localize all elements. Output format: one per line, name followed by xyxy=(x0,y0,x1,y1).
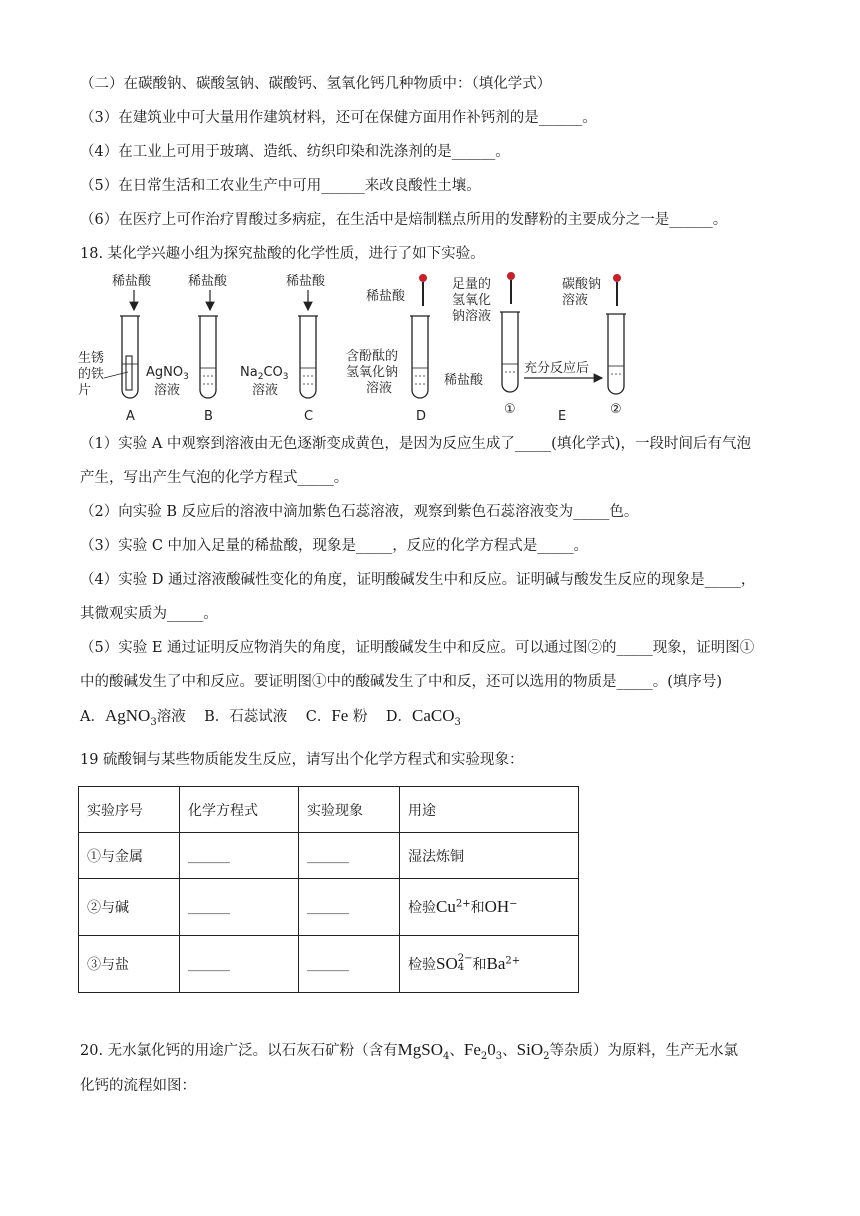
question-6: （6）在医疗上可作治疗胃酸过多病症，在生活中是焙制糕点所用的发酵粉的主要成分之一是______。 xyxy=(80,212,728,228)
label-agno3-solution: 溶液 xyxy=(154,383,181,398)
iron-piece xyxy=(126,356,132,390)
tube-d xyxy=(412,316,428,398)
label-acid-b: 稀盐酸 xyxy=(188,274,228,289)
tube-c xyxy=(300,316,316,398)
row2-use: 检验$Cu^{2+}$和OH− xyxy=(400,879,579,936)
dropper-d xyxy=(419,274,427,282)
q18-options xyxy=(80,706,461,733)
tube-e2 xyxy=(608,314,624,394)
rusty-iron-2: 的铁 xyxy=(78,367,105,382)
section2-intro: （二）在碳酸钠、碳酸氢钠、碳酸钙、氢氧化钙几种物质中：（填化学式） xyxy=(80,76,552,92)
q18-part5-b: 中的酸碱发生了中和反应。要证明图①中的酸碱发生了中和反，还可以选用的物质是_____。(填序号) xyxy=(80,674,723,690)
q18-part1-a: （1）实验 A 中观察到溶液由无色逐渐变成黄色，是因为反应生成了_____(填化学式)，一段时间后有气泡 xyxy=(80,436,751,452)
row1-seq: ①与金属 xyxy=(79,833,180,879)
circ-1: ① xyxy=(504,402,516,417)
option-d: D．CaCO$_3$ xyxy=(385,706,461,728)
header-use: 用途 xyxy=(400,787,579,833)
row2-seq: ②与碱 xyxy=(79,879,180,936)
table-header-row xyxy=(79,787,579,833)
phenol-naoh-1: 含酚酞的 xyxy=(346,349,399,364)
row1-equation-blank: ______ xyxy=(180,833,299,879)
tube-e1 xyxy=(502,312,518,392)
experiment-diagram xyxy=(78,268,638,428)
label-agno3: AgNO$_3$ xyxy=(146,365,189,382)
row2-phenomenon-blank: ______ xyxy=(299,879,400,936)
label-na2co3-solution: 溶液 xyxy=(252,383,279,398)
tube-b xyxy=(200,316,216,398)
phenol-naoh-2: 氢氧化钠 xyxy=(346,365,399,380)
phenol-naoh-3: 溶液 xyxy=(366,381,393,396)
row2-equation-blank: ______ xyxy=(180,879,299,936)
row1-use: 湿法炼铜 xyxy=(400,833,579,879)
row3-use: 检验SO 2− 4 和$Ba^{2+}$ xyxy=(400,936,579,993)
question-3: （3）在建筑业中可大量用作建筑材料，还可在保健方面用作补钙剂的是______。 xyxy=(80,110,597,126)
table-row xyxy=(79,879,579,936)
label-c: C xyxy=(304,409,314,424)
option-c: C．Fe 粉 xyxy=(305,706,368,725)
label-a: A xyxy=(126,409,135,424)
question-18-stem: 18. 某化学兴趣小组为探究盐酸的化学性质，进行了如下实验。 xyxy=(80,246,485,262)
q18-part1-b: 产生，写出产生气泡的化学方程式_____。 xyxy=(80,470,349,486)
table-row xyxy=(79,936,579,993)
dropper-e2 xyxy=(613,274,621,282)
label-acid-e: 稀盐酸 xyxy=(444,373,484,388)
q19-table xyxy=(78,786,579,993)
label-na2co3: $Na_2CO_3$ xyxy=(240,365,289,382)
label-acid-c: 稀盐酸 xyxy=(286,274,326,289)
circ-2: ② xyxy=(610,402,622,417)
after-react-label: 充分反应后 xyxy=(524,361,590,376)
excess-naoh-1: 足量的 xyxy=(452,277,492,292)
dropper-e1 xyxy=(507,272,515,280)
rusty-iron-3: 片 xyxy=(78,383,92,398)
rusty-iron-1: 生锈 xyxy=(78,351,105,366)
question-20-line1: 20. 无水氯化钙的用途广泛。以石灰石矿粉（含有MgSO$_4$、$Fe_20_3$、SiO$_2$等杂质）为原料，生产无水氯 xyxy=(80,1040,738,1062)
q18-part3: （3）实验 C 中加入足量的稀盐酸，现象是_____，反应的化学方程式是_____。 xyxy=(80,538,589,554)
question-20-line2: 化钙的流程如图： xyxy=(80,1078,196,1094)
q18-part4-a: （4）实验 D 通过溶液酸碱性变化的角度，证明酸碱发生中和反应。证明碱与酸发生反应的现象是_____， xyxy=(80,572,756,588)
header-equation: 化学方程式 xyxy=(180,787,299,833)
excess-naoh-2: 氢氧化 xyxy=(452,293,492,308)
question-5: （5）在日常生活和工农业生产中可用______来改良酸性土壤。 xyxy=(80,178,481,194)
label-d: D xyxy=(416,409,427,424)
option-a: A．AgNO$_3$溶液 xyxy=(80,706,186,728)
na2co3-sol-2: 溶液 xyxy=(562,293,589,308)
q18-part4-b: 其微观实质为_____。 xyxy=(80,606,218,622)
row3-seq: ③与盐 xyxy=(79,936,180,993)
table-row xyxy=(79,833,579,879)
header-phenomenon: 实验现象 xyxy=(299,787,400,833)
q18-part5-a: （5）实验 E 通过证明反应物消失的角度，证明酸碱发生中和反应。可以通过图②的_____现象，证明图① xyxy=(80,640,755,656)
label-e: E xyxy=(558,409,567,424)
row3-equation-blank: ______ xyxy=(180,936,299,993)
excess-naoh-3: 钠溶液 xyxy=(452,309,492,324)
label-acid-d: 稀盐酸 xyxy=(366,289,406,304)
header-seq: 实验序号 xyxy=(79,787,180,833)
label-b: B xyxy=(204,409,213,424)
experiment-svg xyxy=(78,268,638,428)
row1-phenomenon-blank: ______ xyxy=(299,833,400,879)
tube-a xyxy=(122,316,138,398)
question-19-stem: 19 硫酸铜与某些物质能发生反应，请写出个化学方程式和实验现象： xyxy=(80,752,524,768)
q18-part2: （2）向实验 B 反应后的溶液中滴加紫色石蕊溶液，观察到紫色石蕊溶液变为_____色。 xyxy=(80,504,639,520)
label-acid-a: 稀盐酸 xyxy=(112,274,152,289)
na2co3-sol-1: 碳酸钠 xyxy=(562,277,602,292)
option-b: B．石蕊试液 xyxy=(204,709,288,725)
row3-phenomenon-blank: ______ xyxy=(299,936,400,993)
question-4: （4）在工业上可用于玻璃、造纸、纺织印染和洗涤剂的是______。 xyxy=(80,144,510,160)
